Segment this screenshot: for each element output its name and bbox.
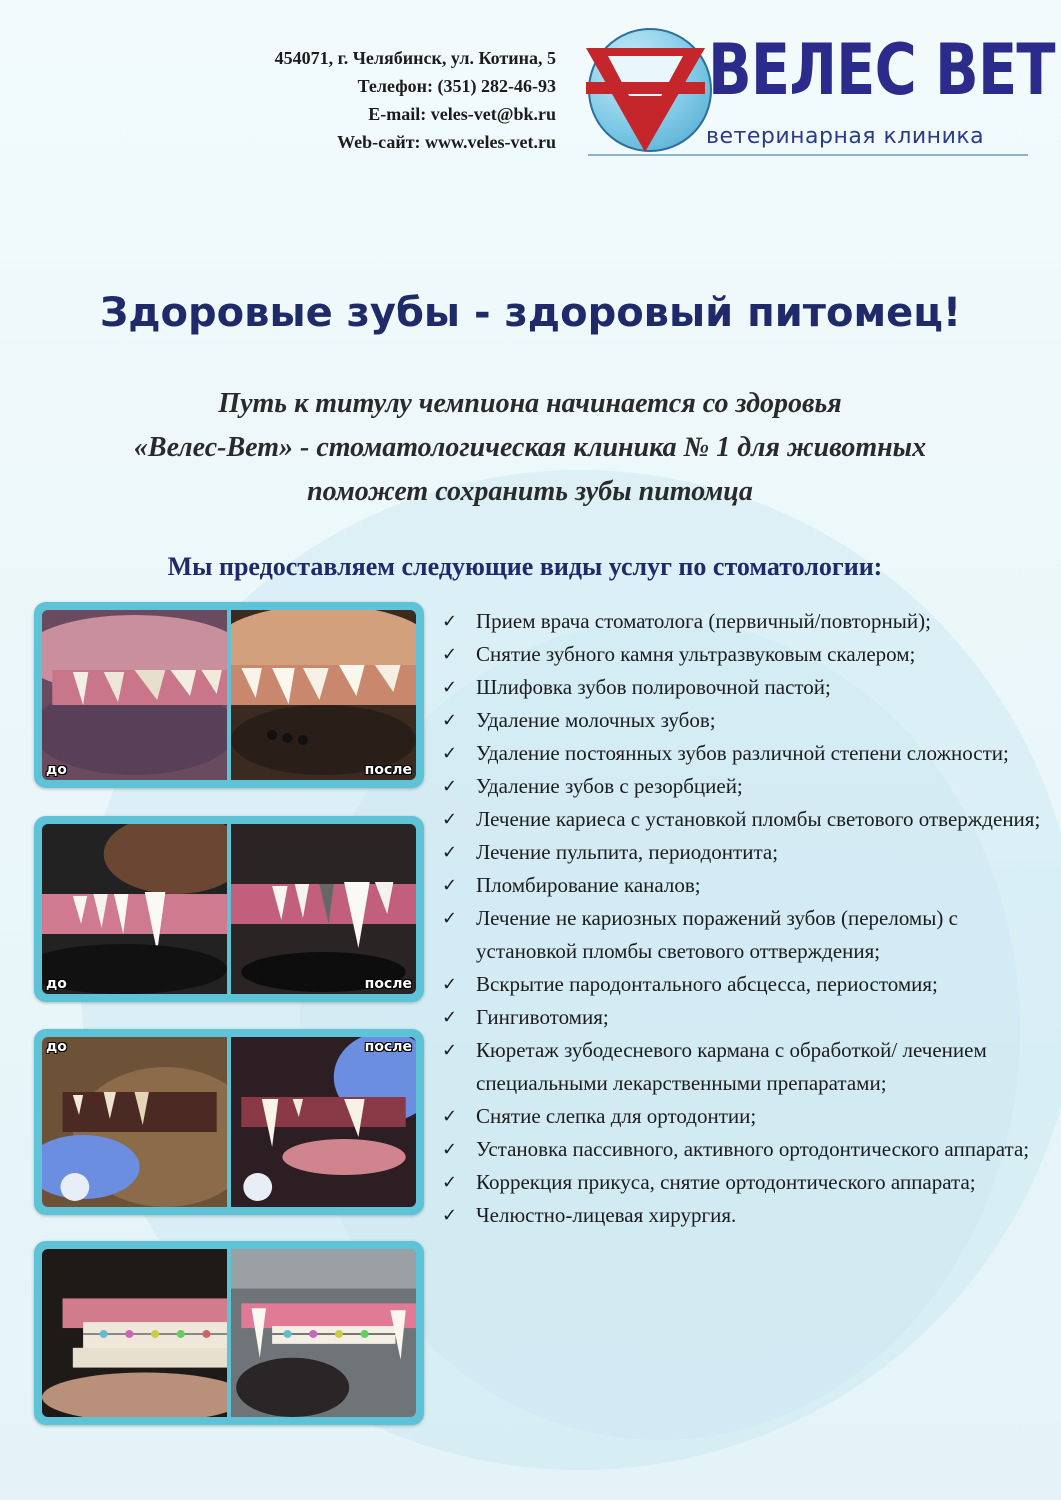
service-item: ✓ Лечение не кариозных поражений зубов (переломы) с установкой пломбы светового оттверждения; xyxy=(442,902,1042,968)
check-icon: ✓ xyxy=(442,611,458,632)
before-label: до xyxy=(46,976,67,992)
check-icon: ✓ xyxy=(442,1106,458,1127)
check-icon: ✓ xyxy=(442,644,458,665)
service-item: ✓ Коррекция прикуса, снятие ортодонтического аппарата; xyxy=(442,1166,1042,1199)
website-text: Web-сайт: www.veles-vet.ru xyxy=(337,132,556,152)
photo-after-image xyxy=(231,610,416,780)
intro-text xyxy=(30,382,1030,514)
braces-photo-right xyxy=(231,1249,416,1417)
after-label: после xyxy=(364,762,412,778)
orthodontic-photo xyxy=(34,1241,424,1425)
service-item: ✓ Снятие слепка для ортодонтии; xyxy=(442,1100,1042,1133)
service-item: ✓ Снятие зубного камня ультразвуковым скалером; xyxy=(442,638,1042,671)
service-item: ✓ Вскрытие пародонтального абсцесса, периостомия; xyxy=(442,968,1042,1001)
address-text: 454071, г. Челябинск, ул. Котина, 5 xyxy=(274,48,556,68)
before-after-photo-2 xyxy=(34,816,424,1002)
intro-line-1: Путь к титулу чемпиона начинается со здоровья xyxy=(218,388,842,419)
service-item: ✓ Гингивотомия; xyxy=(442,1001,1042,1034)
service-item: ✓ Прием врача стоматолога (первичный/повторный); xyxy=(442,605,1042,638)
check-icon: ✓ xyxy=(442,809,458,830)
logo-subtitle: ветеринарная клиника xyxy=(706,124,985,149)
check-icon: ✓ xyxy=(442,842,458,863)
service-item: ✓ Лечение кариеса с установкой пломбы светового отверждения; xyxy=(442,803,1042,836)
photo-before-image xyxy=(42,824,227,994)
service-item: ✓ Удаление молочных зубов; xyxy=(442,704,1042,737)
services-list xyxy=(442,605,1042,1232)
check-icon: ✓ xyxy=(442,1172,458,1193)
check-icon: ✓ xyxy=(442,908,458,929)
before-label: до xyxy=(46,762,67,778)
logo-v-emblem-icon xyxy=(578,34,713,159)
intro-line-2: «Велес-Вет» - стоматологическая клиника № 1 для животных xyxy=(133,432,927,463)
check-icon: ✓ xyxy=(442,743,458,764)
check-icon: ✓ xyxy=(442,710,458,731)
service-item: ✓ Удаление зубов с резорбцией; xyxy=(442,770,1042,803)
after-label: после xyxy=(364,976,412,992)
services-heading: Мы предоставляем следующие виды услуг по стоматологии: xyxy=(167,552,883,581)
service-item: ✓ Установка пассивного, активного ортодонтического аппарата; xyxy=(442,1133,1042,1166)
photo-before-image xyxy=(42,610,227,780)
check-icon: ✓ xyxy=(442,1040,458,1061)
check-icon: ✓ xyxy=(442,1007,458,1028)
check-icon: ✓ xyxy=(442,1139,458,1160)
logo-name: ВЕЛЕС ВЕТ xyxy=(708,29,1055,111)
service-item: ✓ Челюстно-лицевая хирургия. xyxy=(442,1199,1042,1232)
service-item: ✓ Кюретаж зубодесневого кармана с обработкой/ лечением специальными лекарственными препаратами; xyxy=(442,1034,1042,1100)
check-icon: ✓ xyxy=(442,1205,458,1226)
intro-line-3: поможет сохранить зубы питомца xyxy=(307,476,753,507)
check-icon: ✓ xyxy=(442,776,458,797)
clinic-logo xyxy=(578,28,1055,163)
photo-before-image xyxy=(42,1037,227,1207)
check-icon: ✓ xyxy=(442,677,458,698)
braces-photo-left xyxy=(42,1249,227,1417)
service-item: ✓ Пломбирование каналов; xyxy=(442,869,1042,902)
check-icon: ✓ xyxy=(442,875,458,896)
photo-after-image xyxy=(231,824,416,994)
contact-block xyxy=(275,44,556,156)
service-item: ✓ Шлифовка зубов полировочной пастой; xyxy=(442,671,1042,704)
email-text: E-mail: veles-vet@bk.ru xyxy=(368,104,556,124)
logo-underline xyxy=(588,154,1028,156)
service-item: ✓ Лечение пульпита, периодонтита; xyxy=(442,836,1042,869)
check-icon: ✓ xyxy=(442,974,458,995)
photo-after-image xyxy=(231,1037,416,1207)
before-label: до xyxy=(46,1039,67,1055)
service-item: ✓ Удаление постоянных зубов различной степени сложности; xyxy=(442,737,1042,770)
before-after-photo-3 xyxy=(34,1029,424,1215)
page-headline: Здоровые зубы - здоровый питомец! xyxy=(99,290,962,336)
before-after-photo-1 xyxy=(34,602,424,788)
after-label: после xyxy=(364,1039,412,1055)
phone-text: Телефон: (351) 282-46-93 xyxy=(357,76,556,96)
